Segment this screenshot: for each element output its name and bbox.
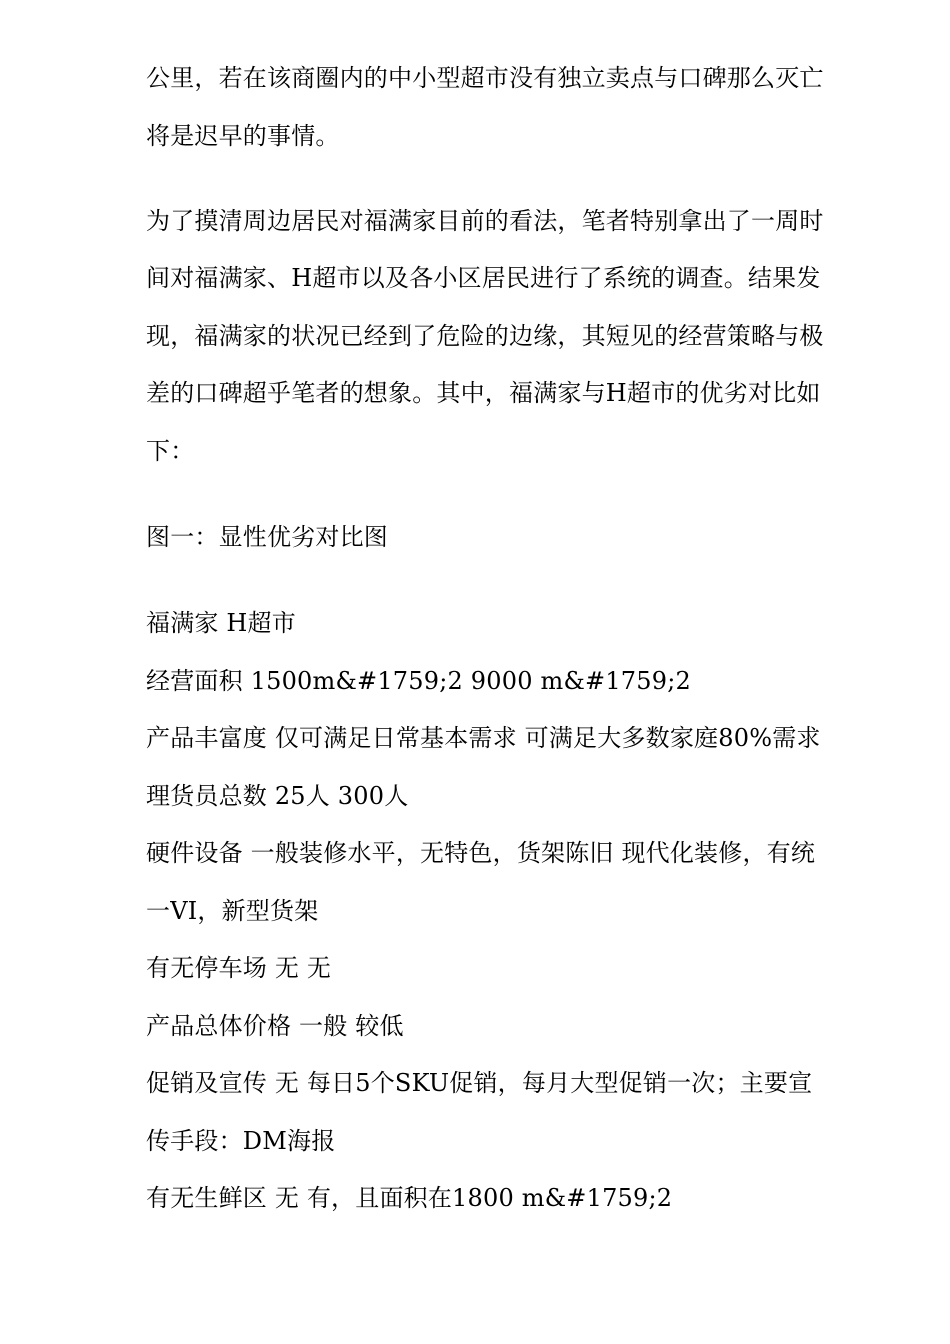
comparison-row: 促销及宣传 无 每日5个SKU促销，每月大型促销一次；主要宣 — [146, 1069, 813, 1097]
comparison-row: 硬件设备 一般装修水平，无特色，货架陈旧 现代化装修，有统 — [146, 839, 816, 867]
body-text-line: 公里，若在该商圈内的中小型超市没有独立卖点与口碑那么灭亡 — [146, 64, 824, 92]
comparison-row: 经营面积 1500m&#1759;2 9000 m&#1759;2 — [146, 667, 691, 695]
body-text-line: 为了摸清周边居民对福满家目前的看法，笔者特别拿出了一周时 — [146, 207, 824, 235]
body-text-line: 间对福满家、H超市以及各小区居民进行了系统的调查。结果发 — [146, 264, 821, 292]
comparison-row: 产品丰富度 仅可满足日常基本需求 可满足大多数家庭80%需求 — [146, 724, 821, 752]
body-text-line: 现，福满家的状况已经到了危险的边缘，其短见的经营策略与极 — [146, 322, 824, 350]
figure-caption: 图一：显性优劣对比图 — [146, 523, 388, 551]
body-text-line: 将是迟早的事情。 — [146, 122, 340, 150]
body-text-line: 差的口碑超乎笔者的想象。其中，福满家与H超市的优劣对比如 — [146, 379, 821, 407]
comparison-row: 有无生鲜区 无 有，且面积在1800 m&#1759;2 — [146, 1184, 673, 1212]
comparison-row-continued: 一VI，新型货架 — [146, 897, 319, 925]
body-text-line: 下： — [146, 437, 195, 465]
comparison-row: 产品总体价格 一般 较低 — [146, 1012, 404, 1040]
comparison-header-row: 福满家 H超市 — [146, 609, 296, 637]
comparison-row: 有无停车场 无 无 — [146, 954, 332, 982]
comparison-row: 理货员总数 25人 300人 — [146, 782, 409, 810]
comparison-row-continued: 传手段：DM海报 — [146, 1127, 336, 1155]
